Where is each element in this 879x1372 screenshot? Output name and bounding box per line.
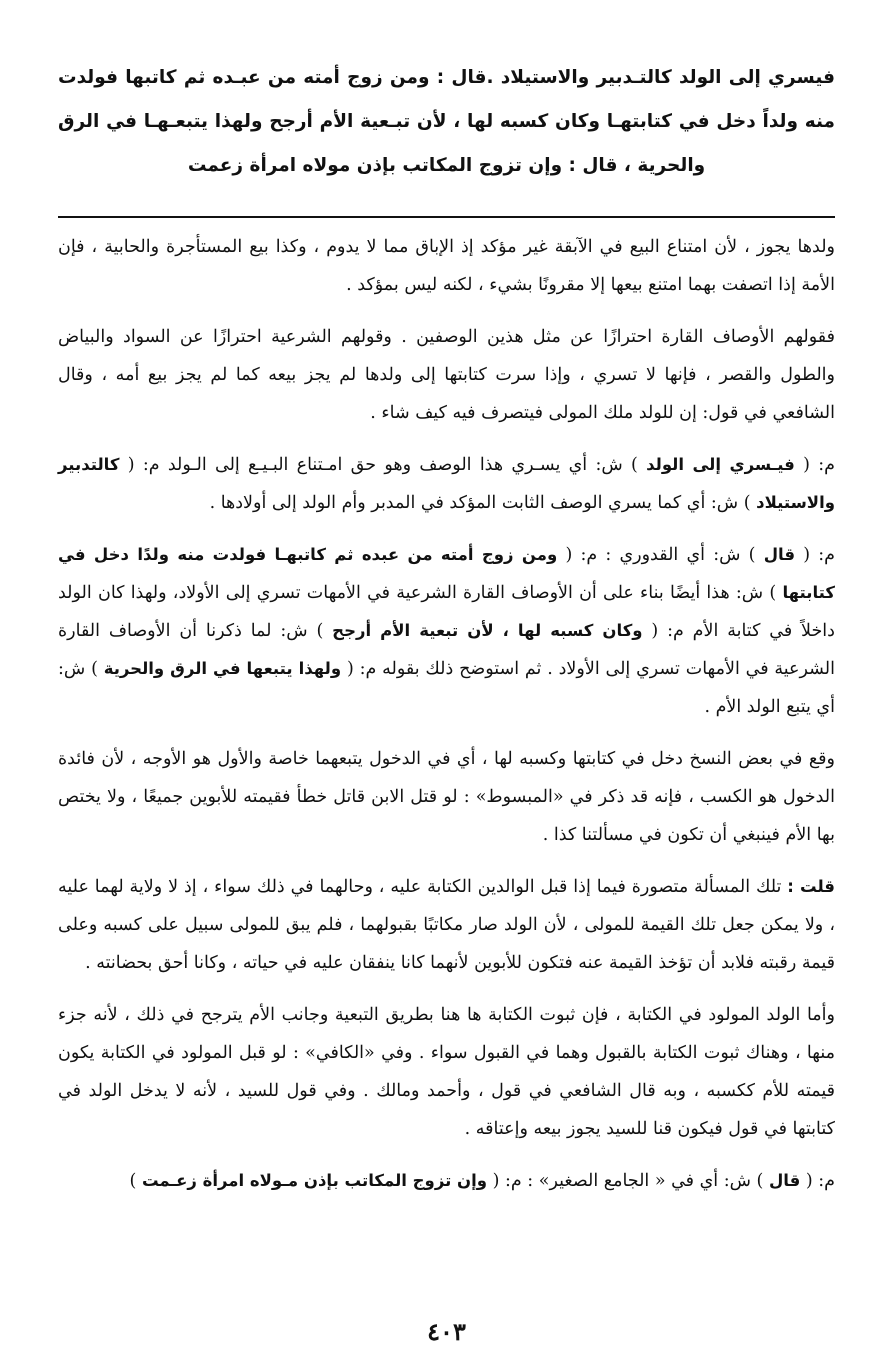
commentary-paragraph-2: فقولهم الأوصاف القارة احترازًا عن مثل هذين الوصفين . وقولهم الشرعية احترازًا عن السواد والبياض والطول والقصر ، فإنها لا تسري ، وإذا سرت كتابتها إلى ولدها لم يجز بيعه كما لم يجز بيع أمه ، وقال الشافعي في قول: إن للولد ملك المولى فيتصرف فيه كيف شاء .: [58, 327, 835, 423]
commentary-paragraph-5: وقع في بعض النسخ دخل في كتابتها وكسبه لها ، أي في الدخول يتبعهما خاصة والأول هو الأوجه ، لأن فائدة الدخول هو الكسب ، فإنه قد ذكر في «المبسوط» : لو قتل الابن قاتل خطأ فقيمته للأبوين جميعًا ، ولا يختص بها الأم فينبغي أن تكون في مسألتنا كذا .: [58, 749, 835, 845]
quoted-matn: قال: [768, 1171, 801, 1190]
quoted-matn: ومن زوج أمته من عبده ثم كاتبهـا فولدت منه ولدًا دخل في كتابتها: [58, 545, 835, 602]
quoted-matn: وإن تزوج المكاتب بإذن مـولاه امرأة زعـمت: [141, 1171, 488, 1190]
divider-line: [58, 216, 835, 218]
book-page: [58, 56, 835, 1346]
commentary-paragraph-8: [58, 1162, 835, 1200]
quoted-matn: فيـسري إلى الولد: [646, 455, 795, 474]
commentary-paragraph-7: وأما الولد المولود في الكتابة ، فإن ثبوت الكتابة ها هنا بطريق التبعية وجانب الأم يترجح في ذلك ، لأنه جزء منها ، وهناك ثبوت الكتابة بالقبول وهما في القبول سواء . وفي «الكافي» : لو قبل المولود في الكتابة يكون قيمته للأم ككسبه ، وبه قال الشافعي في قول ، وأحمد ومالك . وفي قول للسيد ، لأنه لا يدخل الولد في كتابتها في قول فيكون قنا للسيد يجوز بيعه وإعتاقه .: [58, 1005, 835, 1139]
matn-text: فيسري إلى الولد كالتـدبير والاستيلاد .قال : ومن زوج أمته من عبـده ثم كاتبها فولدت منه ولداً دخل في كتابتهـا وكان كسبه لها ، لأن تبـعية الأم أرجح ولهذا يتبعـهـا في الرق والحرية ، قال : وإن تزوج المكاتب بإذن مولاه امرأة زعمت: [58, 67, 835, 176]
quoted-matn: وكان كسبه لها ، لأن تبعية الأم أرجح: [332, 621, 643, 640]
text-fragment: تلك المسألة متصورة فيما إذا قبل الوالدين الكتابة عليه ، وحالهما في ذلك سواء ، إذ لا ولاية لهما عليه ، ولا يمكن جعل تلك القيمة للمولى ، لأن الولد صار مكاتبًا بقبولهما ، فلم يبق للمولى سبيل على كسبه وعلى قيمة رقبته فلابد أن تؤخذ القيمة عنه فتكون للأبوين لأنهما كانا ينفقان عليه في حياته ، وكانا أحق بحضانته .: [58, 877, 835, 973]
text-fragment: ) ش: أي كما يسري الوصف الثابت المؤكد في المدبر وأم الولد إلى أولادها .: [209, 493, 751, 513]
text-fragment: ) ش: أي يتبع الولد الأم .: [58, 659, 835, 717]
quoted-matn: ولهذا يتبعها في الرق والحرية: [103, 659, 342, 678]
commentary-paragraph-3: [58, 446, 835, 522]
text-fragment: ) ش: أي يسـري هذا الوصف وهو حق امـتناع البـيـع إلى الـولد م: (: [127, 455, 638, 475]
qultu-label: قلت :: [787, 877, 835, 896]
commentary-paragraph-6: [58, 868, 835, 982]
text-fragment: م: (: [805, 1171, 835, 1191]
quoted-matn: قال: [763, 545, 796, 564]
page-number: ٤٠٣: [427, 1317, 466, 1346]
text-fragment: ) ش: أي في « الجامع الصغير» : م: (: [492, 1171, 764, 1191]
text-fragment: ) ش: لما ذكرنا أن الأوصاف القارة الشرعية في الأمهات تسري إلى الأولاد . ثم استوضح ذلك بقوله م: (: [58, 621, 835, 679]
quoted-matn: كالتدبير والاستيلاد: [58, 455, 835, 512]
text-fragment: م: (: [803, 545, 835, 565]
text-fragment: م: (: [803, 455, 835, 475]
text-fragment: ) ش: أي القدوري : م: (: [565, 545, 756, 565]
commentary-section: [58, 228, 835, 1214]
commentary-paragraph-1: ولدها يجوز ، لأن امتناع البيع في الآبقة غير مؤكد إذ الإباق مما لا يدوم ، وكذا بيع المستأجرة والحابية ، فإن الأمة إذا اتصفت بهما امتنع بيعها إلا مقرونًا بشيء ، لكنه ليس بمؤكد .: [58, 237, 835, 295]
text-fragment: ) ش: هذا أيضًا بناء على أن الأوصاف القارة الشرعية في الأمهات تسري إلى الأولاد، ولهذا كان الولد داخلاً في كتابة الأم م: (: [58, 583, 835, 641]
commentary-paragraph-4: [58, 536, 835, 726]
text-fragment: ): [129, 1171, 137, 1191]
